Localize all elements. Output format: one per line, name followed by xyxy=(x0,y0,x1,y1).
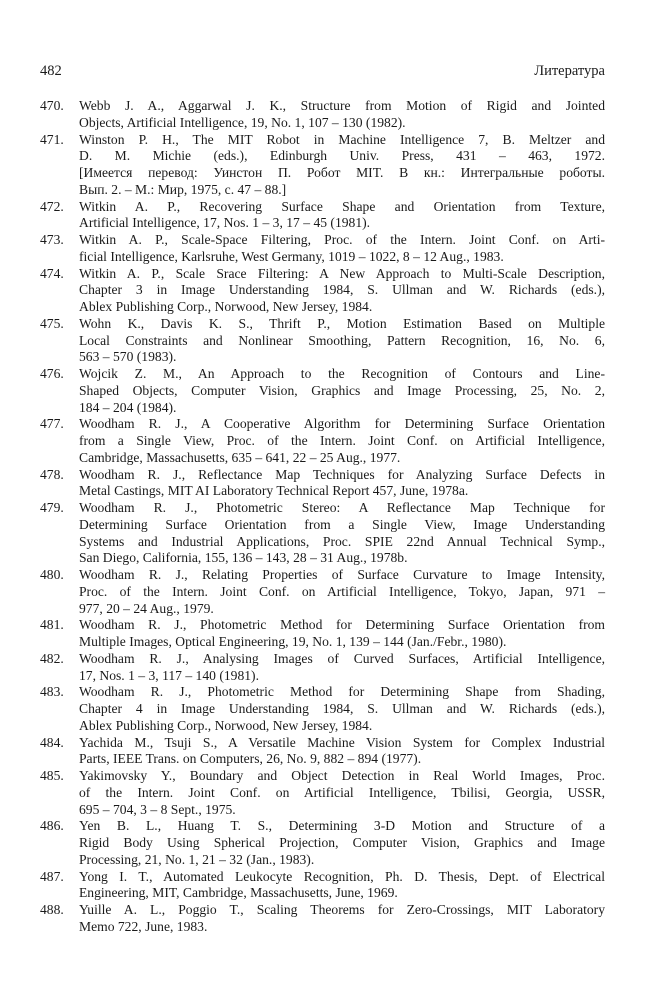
reference-line: Ablex Publishing Corp., Norwood, New Jersey, 1984. xyxy=(79,717,373,733)
reference-number: 471. xyxy=(40,131,64,147)
reference-line: Systems and Industrial Applications, Proc. SPIE 22nd Annual Technical Symp., xyxy=(79,533,605,549)
reference-entry xyxy=(40,366,605,416)
reference-entry xyxy=(40,132,605,199)
reference-line: Engineering, MIT, Cambridge, Massachusetts, June, 1969. xyxy=(79,885,398,901)
reference-number: 488. xyxy=(40,902,64,917)
reference-entry xyxy=(40,735,605,769)
reference-line: Yakimovsky Y., Boundary and Object Detection in Real World Images, Proc. xyxy=(79,768,605,783)
reference-number: 472. xyxy=(40,198,64,214)
reference-line: of the Intern. Joint Conf. on Artificial Intelligence, Tbilisi, Georgia, USSR, xyxy=(79,784,605,800)
reference-entry xyxy=(40,567,605,617)
reference-line: 184 – 204 (1984). xyxy=(79,399,177,415)
reference-number: 481. xyxy=(40,617,64,633)
reference-line: 977, 20 – 24 Aug., 1979. xyxy=(79,600,214,616)
reference-line: Parts, IEEE Trans. on Computers, 26, No. 9, 882 – 894 (1977). xyxy=(79,751,422,767)
reference-line: Local Constraints and Nonlinear Smoothing, Pattern Recognition, 16, No. 6, xyxy=(79,332,605,348)
page-number: 482 xyxy=(40,63,62,79)
reference-line: Wohn K., Davis K. S., Thrift P., Motion Estimation Based on Multiple xyxy=(79,315,605,331)
reference-line: Woodham R. J., Photometric Stereo: A Reflectance Map Technique for xyxy=(79,500,605,515)
reference-line: Woodham R. J., Analysing Images of Curved Surfaces, Artificial Intelligence, xyxy=(79,650,605,666)
reference-line: San Diego, California, 155, 136 – 143, 28 – 31 Aug., 1978b. xyxy=(79,550,408,566)
reference-number: 487. xyxy=(40,868,64,884)
reference-number: 475. xyxy=(40,315,64,331)
reference-line: Chapter 3 in Image Understanding 1984, S. Ullman and W. Richards (eds.), xyxy=(79,282,605,298)
reference-line: Yen B. L., Huang T. S., Determining 3-D Motion and Structure of a xyxy=(79,818,605,834)
reference-line: Woodham R. J., Photometric Method for Determining Surface Orientation from xyxy=(79,617,605,633)
reference-number: 485. xyxy=(40,768,64,783)
reference-line: Witkin A. P., Scale-Space Filtering, Proc. of the Intern. Joint Conf. on Arti- xyxy=(79,232,605,247)
reference-line: Artificial Intelligence, 17, Nos. 1 – 3, 17 – 45 (1981). xyxy=(79,215,371,231)
reference-line: Woodham R. J., Relating Properties of Surface Curvature to Image Intensity, xyxy=(79,567,605,582)
reference-entry xyxy=(40,98,605,132)
reference-number: 478. xyxy=(40,466,64,482)
reference-entry xyxy=(40,617,605,651)
reference-line: Shaped Objects, Computer Vision, Graphics and Image Processing, 25, No. 2, xyxy=(79,382,605,398)
reference-entry xyxy=(40,902,605,936)
reference-line: Yuille A. L., Poggio T., Scaling Theorems for Zero-Crossings, MIT Laboratory xyxy=(79,902,605,917)
section-title: Литература xyxy=(534,63,605,79)
reference-number: 483. xyxy=(40,684,64,700)
reference-line: Rigid Body Using Spherical Projection, Computer Vision, Graphics and Image xyxy=(79,835,605,850)
reference-line: Woodham R. J., Reflectance Map Techniques for Analyzing Surface Defects in xyxy=(79,466,605,482)
reference-entry xyxy=(40,818,605,868)
reference-entry xyxy=(40,651,605,685)
reference-line: [Имеется перевод: Уинстон П. Робот MIT. В кн.: Интегральные роботы. xyxy=(79,165,605,180)
reference-number: 484. xyxy=(40,734,64,750)
reference-line: Objects, Artificial Intelligence, 19, No. 1, 107 – 130 (1982). xyxy=(79,114,406,130)
reference-number: 482. xyxy=(40,650,64,666)
reference-entry xyxy=(40,232,605,266)
reference-line: Wojcik Z. M., An Approach to the Recognition of Contours and Line- xyxy=(79,366,605,381)
reference-entry xyxy=(40,768,605,818)
reference-entry xyxy=(40,467,605,501)
reference-line: Webb J. A., Aggarwal J. K., Structure from Motion of Rigid and Jointed xyxy=(79,98,605,113)
reference-number: 474. xyxy=(40,265,64,281)
reference-number: 480. xyxy=(40,567,64,582)
reference-line: Cambridge, Massachusetts, 635 – 641, 22 – 25 Aug., 1977. xyxy=(79,449,401,465)
reference-line: Processing, 21, No. 1, 21 – 32 (Jan., 1983). xyxy=(79,851,315,867)
reference-number: 473. xyxy=(40,232,64,247)
reference-line: 695 – 704, 3 – 8 Sept., 1975. xyxy=(79,801,236,817)
reference-line: D. M. Michie (eds.), Edinburgh Univ. Press, 431 – 463, 1972. xyxy=(79,148,605,164)
reference-line: Winston P. H., The MIT Robot in Machine Intelligence 7, B. Meltzer and xyxy=(79,131,605,147)
reference-number: 479. xyxy=(40,500,64,515)
reference-entry xyxy=(40,684,605,734)
reference-line: Metal Castings, MIT AI Laboratory Technical Report 457, June, 1978a. xyxy=(79,483,469,499)
reference-entry xyxy=(40,316,605,366)
reference-entry xyxy=(40,266,605,316)
reference-number: 477. xyxy=(40,416,64,432)
reference-line: 17, Nos. 1 – 3, 117 – 140 (1981). xyxy=(79,667,259,683)
reference-number: 476. xyxy=(40,366,64,381)
reference-line: Memo 722, June, 1983. xyxy=(79,918,208,934)
reference-line: Determining Surface Orientation from a Single View, Image Understanding xyxy=(79,516,605,532)
reference-line: 563 – 570 (1983). xyxy=(79,349,177,365)
reference-line: Ablex Publishing Corp., Norwood, New Jersey, 1984. xyxy=(79,299,373,314)
reference-line: ficial Intelligence, Karlsruhe, West Germany, 1019 – 1022, 8 – 12 Aug., 1983. xyxy=(79,248,504,264)
reference-number: 486. xyxy=(40,818,64,834)
reference-line: Proc. of the Intern. Joint Conf. on Artificial Intelligence, Tokyo, Japan, 971 – xyxy=(79,583,605,599)
reference-line: Yong I. T., Automated Leukocyte Recognition, Ph. D. Thesis, Dept. of Electrical xyxy=(79,868,605,884)
reference-line: Woodham R. J., Photometric Method for Determining Shape from Shading, xyxy=(79,684,605,700)
reference-entry xyxy=(40,416,605,466)
reference-entry xyxy=(40,500,605,567)
reference-list xyxy=(40,98,605,936)
reference-line: Multiple Images, Optical Engineering, 19, No. 1, 139 – 144 (Jan./Febr., 1980). xyxy=(79,634,507,649)
reference-line: Chapter 4 in Image Understanding 1984, S. Ullman and W. Richards (eds.), xyxy=(79,701,605,716)
reference-line: Yachida M., Tsuji S., A Versatile Machine Vision System for Complex Industrial xyxy=(79,734,605,750)
reference-entry xyxy=(40,199,605,233)
reference-line: Witkin A. P., Scale Srace Filtering: A New Approach to Multi-Scale Description, xyxy=(79,265,605,281)
reference-number: 470. xyxy=(40,98,64,113)
reference-line: Вып. 2. – М.: Мир, 1975, с. 47 – 88.] xyxy=(79,181,287,197)
reference-entry xyxy=(40,869,605,903)
reference-line: from a Single View, Proc. of the Intern. Joint Conf. on Artificial Intelligence, xyxy=(79,433,605,448)
reference-line: Woodham R. J., A Cooperative Algorithm for Determining Surface Orientation xyxy=(79,416,605,432)
reference-line: Witkin A. P., Recovering Surface Shape and Orientation from Texture, xyxy=(79,198,605,214)
